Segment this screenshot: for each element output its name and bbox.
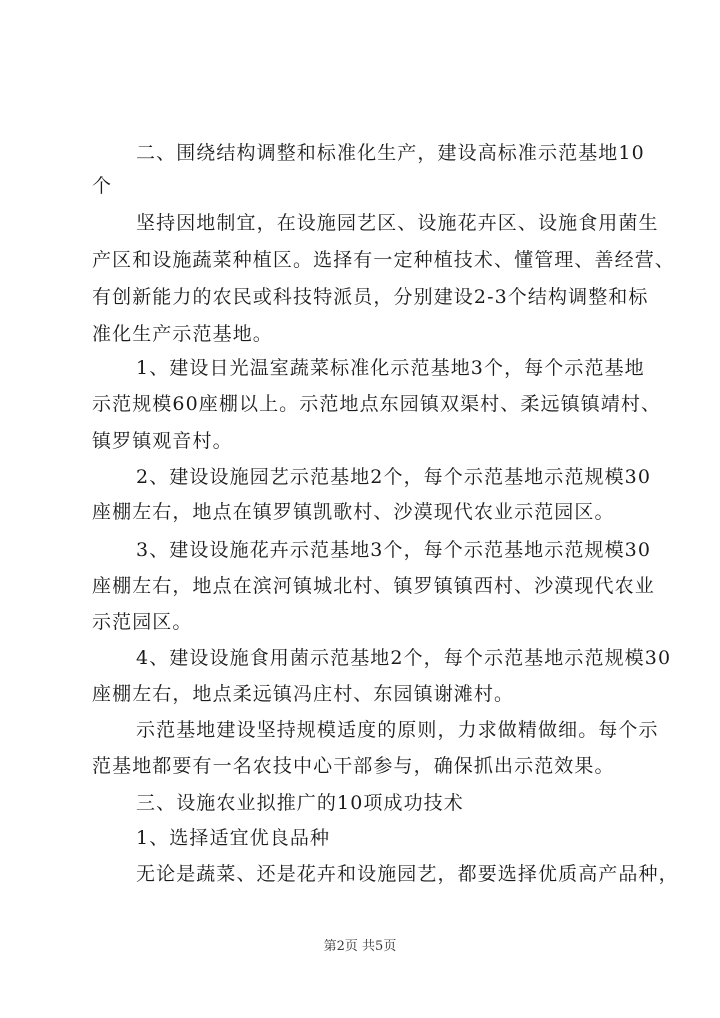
item-1-line-1: 1、建设日光温室蔬菜标准化示范基地3个，每个示范基地 xyxy=(136,357,645,379)
heading-section-2-line-2: 个 xyxy=(92,175,113,197)
item-2-line-2: 座棚左右，地点在镇罗镇凯歌村、沙漠现代农业示范园区。 xyxy=(92,501,615,523)
paragraph-intro-line-3: 有创新能力的农民或科技特派员，分别建设2-3个结构调整和标 xyxy=(92,286,649,308)
paragraph-intro-line-2: 产区和设施蔬菜种植区。选择有一定种植技术、懂管理、善经营、 xyxy=(92,249,675,271)
paragraph-principle-line-2: 范基地都要有一名农技中心干部参与，确保抓出示范效果。 xyxy=(92,755,615,777)
heading-section-2-line-1: 二、围绕结构调整和标准化生产，建设高标准示范基地10 xyxy=(136,142,645,164)
item-1-line-2: 示范规模60座棚以上。示范地点东园镇双渠村、柔远镇镇靖村、 xyxy=(92,393,662,415)
item-4-line-2: 座棚左右，地点柔远镇冯庄村、东园镇谢滩村。 xyxy=(92,683,515,705)
page-number-footer: 第2页 共5页 xyxy=(323,939,397,954)
item-3-line-1: 3、建设设施花卉示范基地3个，每个示范基地示范规模30 xyxy=(136,539,652,561)
item-4-line-1: 4、建设设施食用菌示范基地2个，每个示范基地示范规模30 xyxy=(136,647,672,669)
item-1-line-3: 镇罗镇观音村。 xyxy=(92,430,233,452)
paragraph-tech-1-line-1: 无论是蔬菜、还是花卉和设施园艺，都要选择优质高产品种， xyxy=(136,863,679,885)
item-3-line-2: 座棚左右，地点在滨河镇城北村、镇罗镇镇西村、沙漠现代农业 xyxy=(92,575,655,597)
subheading-tech-1: 1、选择适宜优良品种 xyxy=(136,827,331,849)
item-2-line-1: 2、建设设施园艺示范基地2个，每个示范基地示范规模30 xyxy=(136,466,652,488)
paragraph-principle-line-1: 示范基地建设坚持规模适度的原则，力求做精做细。每个示 xyxy=(136,719,659,741)
item-3-line-3: 示范园区。 xyxy=(92,611,193,633)
paragraph-intro-line-4: 准化生产示范基地。 xyxy=(92,323,273,345)
heading-section-3: 三、设施农业拟推广的10项成功技术 xyxy=(136,792,464,814)
paragraph-intro-line-1: 坚持因地制宜，在设施园艺区、设施花卉区、设施食用菌生 xyxy=(136,212,659,234)
